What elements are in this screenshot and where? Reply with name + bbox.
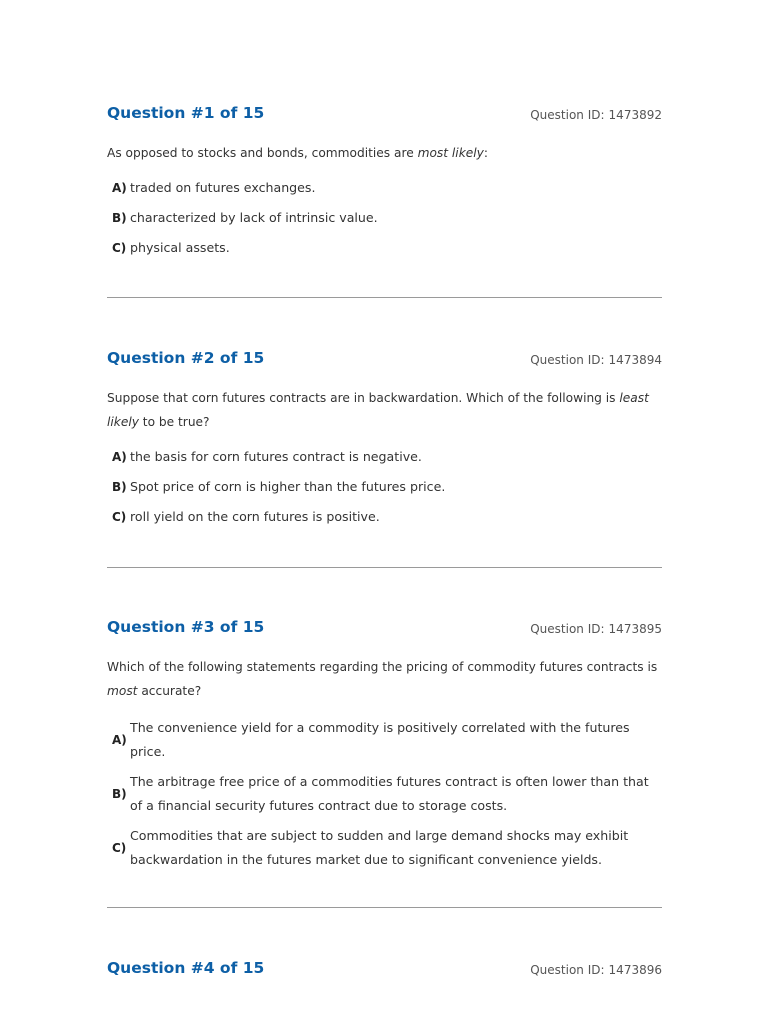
question-text-emphasis: most [107,684,138,698]
question-header [107,959,662,983]
option-letter: B) [112,480,127,494]
answer-option-b[interactable] [112,472,662,502]
question-id-value: 1473895 [608,622,662,636]
question-text-emphasis: least likely [107,391,649,429]
answer-option-c[interactable] [112,233,662,263]
option-letter: B) [112,211,127,225]
question-id-value: 1473894 [608,353,662,367]
question-4 [107,959,662,983]
answer-option-a[interactable] [112,713,662,766]
question-text [107,655,662,703]
question-text [107,386,662,434]
question-id [530,622,662,636]
question-2 [107,349,662,532]
option-letter: A) [112,450,127,464]
option-letter: C) [112,510,127,524]
question-id [530,108,662,122]
question-text-part: As opposed to stocks and bonds, commodities are [107,146,418,160]
answer-option-a[interactable] [112,442,662,472]
option-text: The convenience yield for a commodity is positively correlated with the futures price. [130,719,630,759]
option-text: Spot price of corn is higher than the futures price. [130,479,446,494]
question-id-label: Question ID: [530,353,605,367]
divider [107,297,662,298]
option-text: roll yield on the corn futures is positive. [130,509,380,524]
answer-options [107,442,662,532]
answer-option-c[interactable] [112,502,662,532]
question-text-emphasis: most likely [417,146,484,160]
option-letter: C) [112,241,127,255]
question-id-value: 1473896 [608,963,662,977]
divider [107,907,662,908]
question-3 [107,618,662,875]
option-letter: A) [112,181,127,195]
answer-option-b[interactable] [112,203,662,233]
option-letter: C) [112,840,127,855]
option-letter: A) [112,732,127,747]
option-text: the basis for corn futures contract is negative. [130,449,422,464]
question-title: Question #1 of 15 [107,104,265,122]
question-id-label: Question ID: [530,963,605,977]
answer-options [107,173,662,263]
option-text: physical assets. [130,240,230,255]
answer-options [107,713,662,874]
question-header [107,104,662,128]
question-id [530,963,662,977]
answer-option-b[interactable] [112,767,662,820]
question-id [530,353,662,367]
question-title: Question #2 of 15 [107,349,265,367]
option-text: characterized by lack of intrinsic value. [130,210,378,225]
question-text [107,141,662,165]
question-header [107,618,662,642]
divider [107,567,662,568]
option-text: Commodities that are subject to sudden and large demand shocks may exhibit backwardation in the futures market due to significant convenience yields. [130,827,629,867]
option-text: traded on futures exchanges. [130,180,316,195]
question-id-label: Question ID: [530,108,605,122]
question-id-value: 1473892 [608,108,662,122]
question-text-part: : [483,146,488,160]
question-1 [107,104,662,263]
question-text-part: Which of the following statements regarding the pricing of commodity futures contracts is [107,660,658,674]
question-text-part: accurate? [137,684,202,698]
option-text: The arbitrage free price of a commodities futures contract is often lower than that of a financial security futures contract due to storage costs. [130,773,649,813]
answer-option-a[interactable] [112,173,662,203]
question-text-part: Suppose that corn futures contracts are in backwardation. Which of the following is [107,391,620,405]
answer-option-c[interactable] [112,821,662,874]
question-header [107,349,662,373]
option-letter: B) [112,786,127,801]
question-text-part: to be true? [138,415,210,429]
question-title: Question #3 of 15 [107,618,265,636]
question-title: Question #4 of 15 [107,959,265,977]
question-id-label: Question ID: [530,622,605,636]
